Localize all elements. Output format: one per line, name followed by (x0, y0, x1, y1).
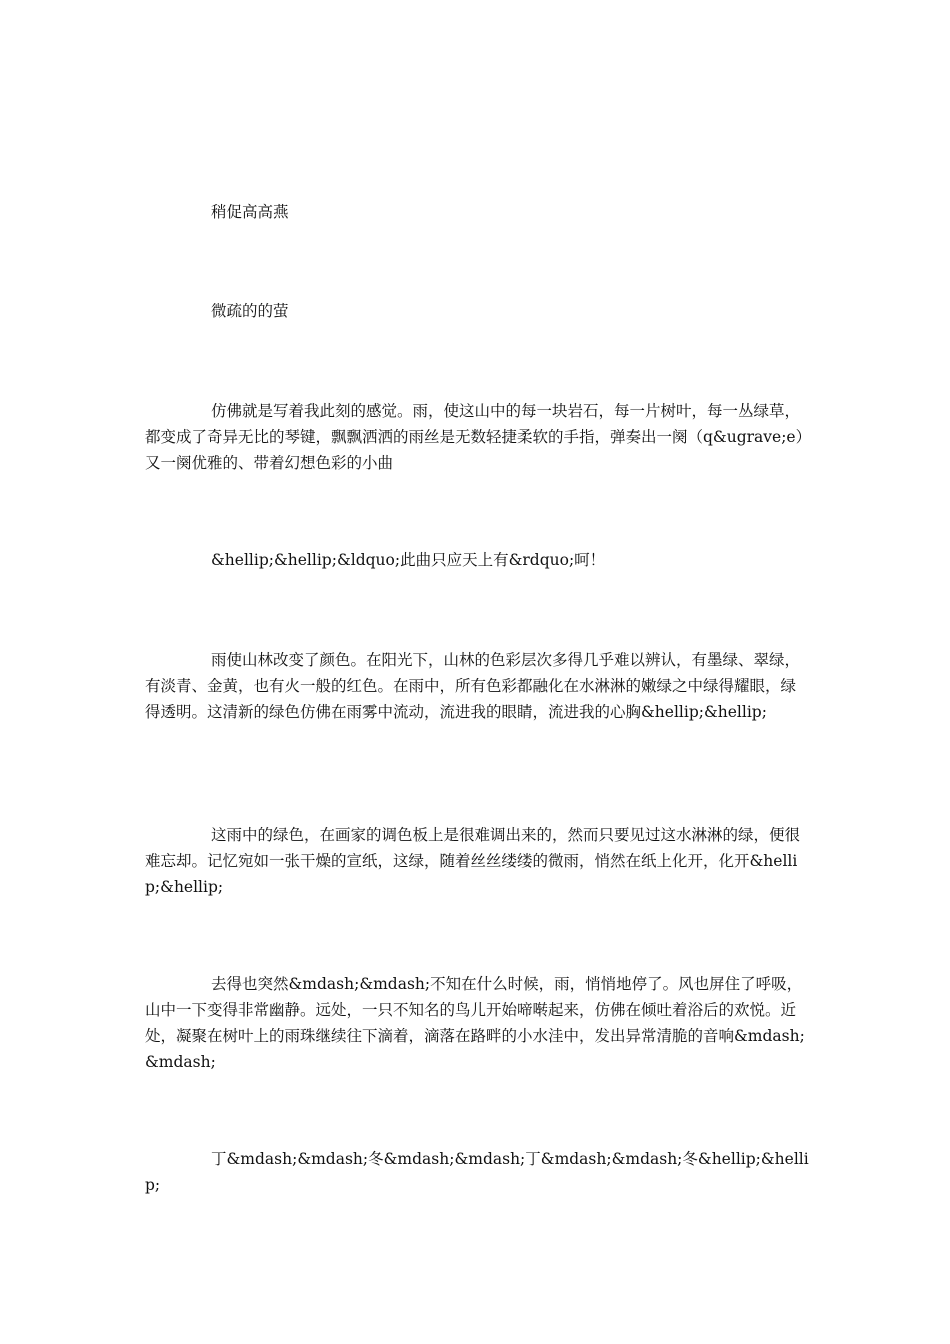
paragraph-2: 微疏的的萤 (211, 302, 289, 320)
paragraph-1: 稍促高高燕 (211, 203, 289, 221)
paragraph-6: 这雨中的绿色，在画家的调色板上是很难调出来的，然而只要见过这水淋淋的绿，便很难忘却。记忆宛如一张干燥的宣纸，这绿，随着丝丝缕缕的微雨，悄然在纸上化开，化开&hellip;&hellip; (145, 826, 801, 896)
paragraph-7: 去得也突然&mdash;&mdash;不知在什么时候，雨，悄悄地停了。风也屏住了呼吸，山中一下变得非常幽静。远处，一只不知名的鸟儿开始啼啭起来，仿佛在倾吐着浴后的欢悦。近处，凝聚在树叶上的雨珠继续往下滴着，滴落在路畔的小水洼中，发出异常清脆的音响&mdash;&mdash; (145, 975, 805, 1071)
paragraph-8: 丁&mdash;&mdash;冬&mdash;&mdash;丁&mdash;&mdash;冬&hellip;&hellip; (145, 1150, 809, 1194)
paragraph-4: &hellip;&hellip;&ldquo;此曲只应天上有&rdquo;呵！ (211, 551, 606, 569)
paragraph-5: 雨使山林改变了颜色。在阳光下，山林的色彩层次多得几乎难以辨认，有墨绿、翠绿，有淡青、金黄，也有火一般的红色。在雨中，所有色彩都融化在水淋淋的嫩绿之中绿得耀眼，绿得透明。这清新的绿色仿佛在雨雾中流动，流进我的眼睛，流进我的心胸&hellip;&hellip; (145, 651, 801, 721)
paragraph-3: 仿佛就是写着我此刻的感觉。雨，使这山中的每一块岩石，每一片树叶，每一丛绿草，都变成了奇异无比的琴键，飘飘洒洒的雨丝是无数轻捷柔软的手指，弹奏出一阕（q&ugrave;e）又一阕优雅的、带着幻想色彩的小曲 (145, 402, 804, 472)
